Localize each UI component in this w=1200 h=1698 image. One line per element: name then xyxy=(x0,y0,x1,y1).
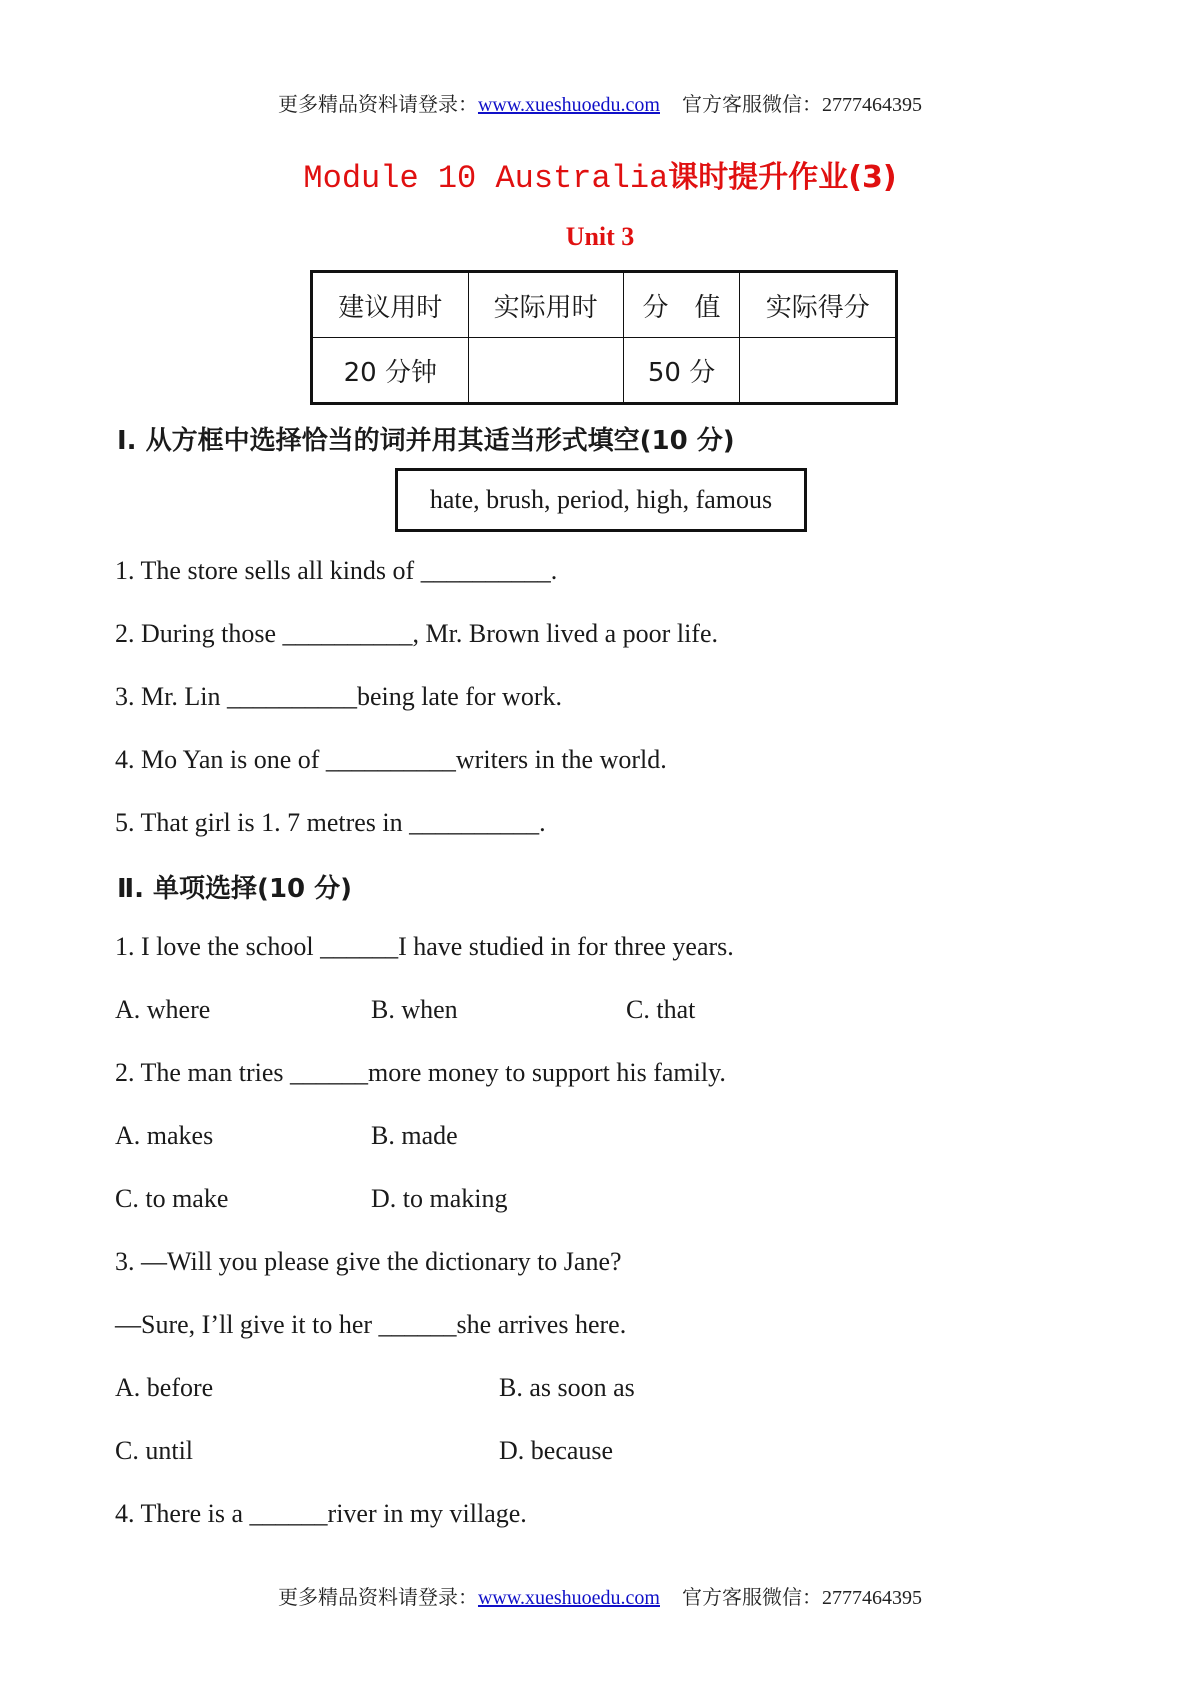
table-cell xyxy=(468,338,623,404)
table-row xyxy=(312,272,897,338)
page-title xyxy=(0,152,1200,197)
option: A. before xyxy=(115,1373,214,1402)
table-header-cell: 分 值 xyxy=(623,272,740,338)
table-cell: 20 分钟 xyxy=(312,338,469,404)
footer-service: 官方客服微信：2777464395 xyxy=(682,1587,922,1609)
score-table xyxy=(310,270,898,405)
option: B. made xyxy=(371,1121,458,1150)
option: C. to make xyxy=(115,1184,229,1213)
option: A. makes xyxy=(115,1121,214,1150)
question-stem: 4. There is a ______river in my village. xyxy=(115,1499,527,1528)
page-header xyxy=(0,88,1200,117)
title-cn: 课时提升作业(3) xyxy=(668,160,897,195)
header-prefix: 更多精品资料请登录： xyxy=(277,94,478,116)
option: B. as soon as xyxy=(499,1373,635,1402)
unit-heading: Unit 3 xyxy=(565,222,635,251)
list-item: 2. During those __________, Mr. Brown lived a poor life. xyxy=(115,619,718,648)
option: D. because xyxy=(499,1436,614,1465)
word-box: hate, brush, period, high, famous xyxy=(395,468,807,532)
header-link[interactable]: www.xueshuoedu.com xyxy=(477,94,660,116)
section1-title: Ⅰ. 从方框中选择恰当的词并用其适当形式填空(10 分) xyxy=(117,426,735,456)
list-item: 3. Mr. Lin __________being late for work. xyxy=(115,682,562,711)
option: B. when xyxy=(371,995,458,1024)
question-stem: —Sure, I’ll give it to her ______she arrives here. xyxy=(115,1310,627,1339)
list-item: 5. That girl is 1. 7 metres in __________. xyxy=(115,808,546,837)
header-service: 官方客服微信：2777464395 xyxy=(682,94,922,116)
footer-prefix: 更多精品资料请登录： xyxy=(277,1587,478,1609)
section2-title: Ⅱ. 单项选择(10 分) xyxy=(117,874,353,904)
table-cell: 50 分 xyxy=(623,338,740,404)
option: A. where xyxy=(115,995,211,1024)
table-header-cell: 实际得分 xyxy=(740,272,897,338)
list-item: 4. Mo Yan is one of __________writers in the world. xyxy=(115,745,667,774)
page-footer xyxy=(0,1581,1200,1610)
option: C. that xyxy=(626,995,696,1024)
table-row xyxy=(312,338,897,404)
question-stem: 1. I love the school ______I have studied in for three years. xyxy=(115,932,734,961)
option: D. to making xyxy=(371,1184,508,1213)
footer-link[interactable]: www.xueshuoedu.com xyxy=(477,1587,660,1609)
list-item: 1. The store sells all kinds of __________. xyxy=(115,556,558,585)
question-stem: 3. —Will you please give the dictionary to Jane? xyxy=(115,1247,622,1276)
title-module: Module 10 Australia xyxy=(303,160,669,197)
question-stem: 2. The man tries ______more money to support his family. xyxy=(115,1058,726,1087)
table-header-cell: 实际用时 xyxy=(468,272,623,338)
table-cell xyxy=(740,338,897,404)
table-header-cell: 建议用时 xyxy=(312,272,469,338)
option: C. until xyxy=(115,1436,194,1465)
